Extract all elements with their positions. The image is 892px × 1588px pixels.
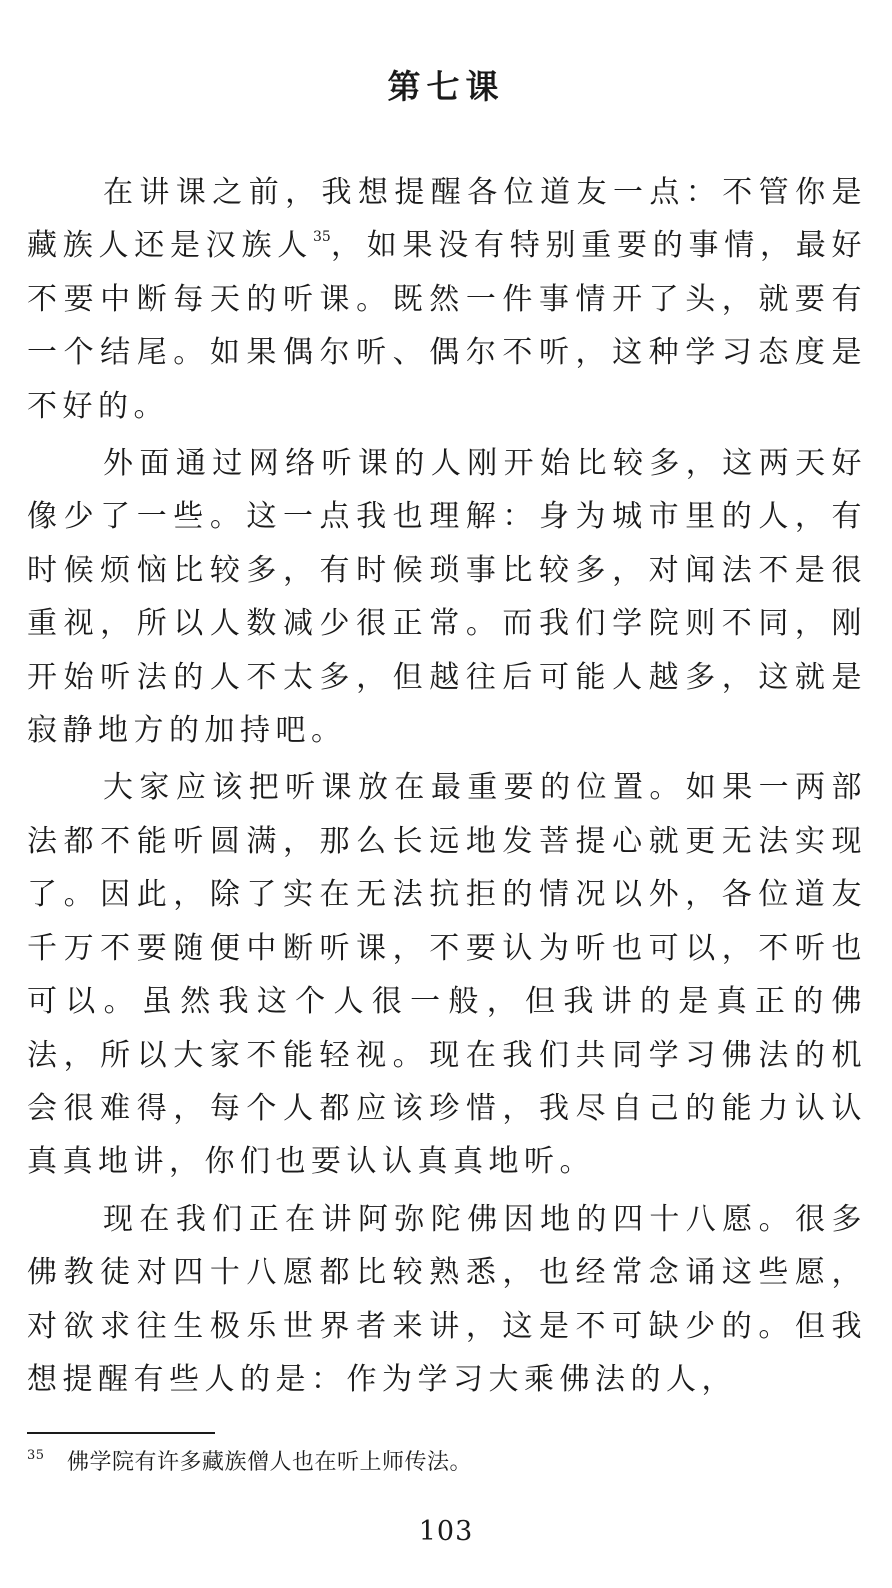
body-text: [27, 166, 867, 1410]
paragraph-3: 大家应该把听课放在最重要的位置。如果一两部法都不能听圆满，那么长远地发菩提心就更无法实现了。因此，除了实在无法抗拒的情况以外，各位道友千万不要随便中断听课，不要认为听也可以，不听也可以。虽然我这个人很一般，但我讲的是真正的佛法，所以大家不能轻视。现在我们共同学习佛法的机会很难得，每个人都应该珍惜，我尽自己的能力认认真真地讲，你们也要认认真真地听。: [27, 770, 867, 1180]
lesson-title: 第七课: [387, 67, 505, 106]
paragraph-4: 现在我们正在讲阿弥陀佛因地的四十八愿。很多佛教徒对四十八愿都比较熟悉，也经常念诵这些愿，对欲求往生极乐世界者来讲，这是不可缺少的。但我想提醒有些人的是：作为学习大乘佛法的人，: [27, 1201, 867, 1397]
paragraph-2: 外面通过网络听课的人刚开始比较多，这两天好像少了一些。这一点我也理解：身为城市里的人，有时候烦恼比较多，有时候琐事比较多，对闻法不是很重视，所以人数减少很正常。而我们学院则不同，刚开始听法的人不太多，但越往后可能人越多，这就是寂静地方的加持吧。: [27, 446, 867, 749]
paragraph-1-text-before: 在讲课之前，我想提醒各位道友一点：不管你是藏族人还是汉族人: [27, 175, 867, 264]
footnote-reference[interactable]: 35: [312, 229, 331, 246]
paragraph-1-text-after: ，如果没有特别重要的事情，最好不要中断每天的听课。既然一件事情开了头，就要有一个结尾。如果偶尔听、偶尔不听，这种学习态度是不好的。: [27, 228, 868, 424]
page-number: 103: [418, 1516, 474, 1547]
paragraph-1: [27, 166, 867, 433]
footnote-text: 佛学院有许多藏族僧人也在听上师传法。: [67, 1450, 473, 1475]
footnote: 35 佛学院有许多藏族僧人也在听上师传法。: [27, 1448, 473, 1475]
footnote-divider: [27, 1432, 215, 1434]
